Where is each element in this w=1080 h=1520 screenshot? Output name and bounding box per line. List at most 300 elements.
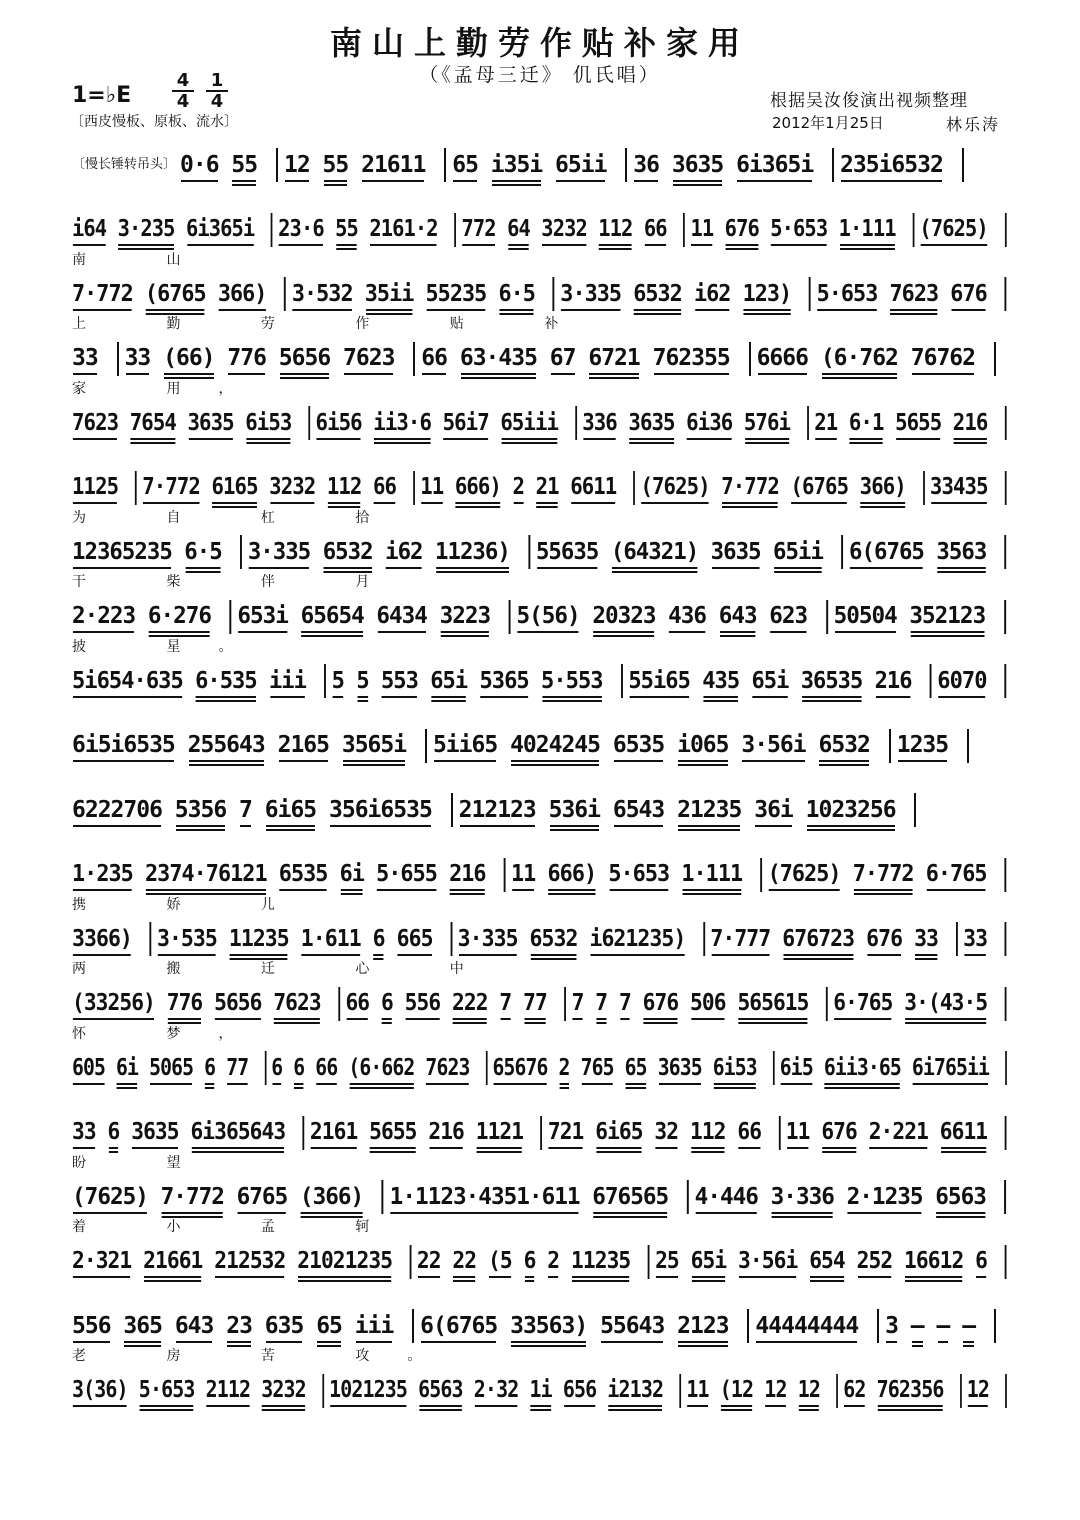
note-group: (6765	[790, 474, 849, 500]
note-group: —	[910, 1312, 924, 1339]
note-group: 436	[668, 603, 707, 629]
note-group: 3232	[269, 474, 316, 500]
note-group: 1·611	[300, 925, 361, 952]
note-group: 6563	[935, 1183, 986, 1210]
note-group: 7623	[72, 409, 119, 436]
note-group: 5·653	[770, 216, 828, 242]
note-group: 6i365i	[185, 216, 255, 242]
note-group: 6·765	[833, 990, 893, 1016]
bar-line	[1004, 406, 1006, 440]
note-group: 6666	[756, 345, 808, 371]
note-group: 6i	[339, 861, 364, 887]
note-group: 623	[769, 603, 808, 629]
score-subtitle: （《孟母三迁》 仉氏唱）	[419, 64, 661, 86]
bar-line	[444, 148, 446, 182]
bar-line	[930, 664, 932, 698]
note-group: 556	[72, 1312, 111, 1339]
bar-line	[135, 471, 137, 505]
note-group: 352123	[909, 603, 986, 629]
note-group: 66	[737, 1119, 762, 1145]
bar-line	[1005, 213, 1007, 247]
note-group: 216	[428, 1119, 464, 1145]
note-group: 7623	[273, 990, 321, 1016]
bar-line	[240, 535, 242, 569]
lyrics-line	[72, 1410, 1012, 1430]
note-group: 11	[690, 216, 714, 242]
bar-line	[338, 987, 340, 1021]
note-group: 6	[975, 1248, 988, 1274]
note-group: 506	[690, 990, 726, 1016]
note-group: 5·553	[541, 667, 603, 694]
note-group: 33435	[929, 474, 988, 500]
notation-line	[72, 987, 1012, 1017]
note-group: 76762	[910, 345, 976, 371]
note-group: 2·1235	[846, 1183, 923, 1210]
bar-line	[773, 1051, 775, 1085]
note-group: 776	[166, 990, 203, 1016]
lyrics-line: 着 小 孟 轲	[72, 1219, 408, 1235]
note-group: 216	[952, 409, 988, 436]
note-group: 1i	[529, 1377, 552, 1403]
notation-line	[72, 1116, 1012, 1146]
note-group: 666)	[547, 861, 597, 887]
bar-line	[454, 213, 456, 247]
note-group: 7·772	[142, 474, 200, 500]
note-group: 33	[124, 345, 151, 371]
note-group: 7·772	[852, 861, 914, 887]
note-group: 6i365643	[190, 1119, 286, 1145]
note-group: i065	[677, 732, 729, 758]
notation-line	[72, 406, 1012, 436]
note-group: 762355	[652, 345, 730, 371]
source-note: 根据吴汝俊演出视频整理	[770, 91, 968, 111]
note-group: 50504	[833, 603, 897, 629]
note-group: 65i	[430, 667, 468, 694]
notation-line	[72, 471, 1012, 501]
bar-line	[749, 342, 751, 376]
note-group: 33	[963, 925, 988, 952]
bar-line	[409, 1245, 411, 1279]
note-group: 6611	[939, 1119, 988, 1145]
bar-line	[889, 729, 891, 763]
lyrics-line: 为 自 杠 拾	[72, 509, 408, 526]
note-group: 3635	[131, 1119, 179, 1145]
bar-line	[877, 1309, 879, 1343]
note-group: 6i56	[315, 409, 362, 436]
lyrics-line: 老 房 苦 攻。	[72, 1348, 460, 1364]
bar-line	[747, 1309, 749, 1343]
note-group: (5	[487, 1248, 512, 1274]
note-group: 6	[293, 1054, 305, 1081]
notation-line	[72, 1309, 1002, 1339]
note-group: 643	[174, 1312, 214, 1339]
note-group: 3635	[710, 538, 761, 565]
note-group: 5·653	[816, 280, 878, 307]
note-group: 2	[547, 1248, 560, 1274]
bar-line	[117, 342, 119, 376]
note-group: 365	[123, 1312, 162, 1339]
note-group: 653i	[237, 603, 288, 629]
note-group: 3·336	[770, 1183, 834, 1210]
note-group: 3·(43·5	[904, 990, 988, 1016]
bar-line	[923, 471, 925, 505]
bar-line	[1005, 987, 1007, 1021]
note-group: 55643	[600, 1312, 665, 1339]
note-group: 6535	[612, 732, 665, 758]
note-group: 66	[421, 345, 447, 371]
note-group: 3·56i	[738, 1248, 798, 1274]
note-group: 2123	[677, 1312, 729, 1339]
note-group: iii	[354, 1312, 394, 1339]
note-group: 565615	[737, 990, 809, 1016]
note-group: 435	[702, 667, 740, 694]
bar-line	[687, 1180, 689, 1214]
bar-line	[826, 600, 828, 634]
note-group: 366)	[217, 280, 267, 307]
bar-line	[1005, 664, 1007, 698]
note-group: 20323	[592, 603, 656, 629]
note-group: 255643	[187, 732, 265, 758]
note-group: 65676	[492, 1054, 548, 1081]
note-group: 55	[322, 151, 349, 178]
note-group: 6434	[376, 603, 427, 629]
note-group: 21661	[143, 1248, 203, 1274]
note-group: 62	[843, 1377, 866, 1403]
note-group: 2·221	[868, 1119, 928, 1145]
note-group: 6535	[278, 861, 328, 887]
lyrics-line: 两 搬 迁 心 中	[72, 961, 502, 977]
note-group: 356i6535	[329, 796, 432, 823]
note-group: 63·435	[459, 345, 537, 371]
note-group: 1021235	[329, 1377, 407, 1403]
note-group: 252	[856, 1248, 893, 1274]
note-group: 6·1	[848, 409, 884, 436]
note-group: 6·5	[498, 280, 535, 307]
bar-line	[486, 1051, 488, 1085]
note-group: 6721	[588, 345, 640, 371]
note-group: 23	[226, 1312, 252, 1339]
note-group: 6ii3·65	[823, 1054, 901, 1081]
note-group: 64	[507, 216, 530, 242]
note-group: 6	[523, 1248, 536, 1274]
note-group: 666)	[454, 474, 501, 500]
note-group: (7625)	[72, 1183, 148, 1210]
note-group: 5i654·635	[72, 667, 183, 694]
bar-line	[960, 1374, 962, 1408]
note-group: (6·762	[820, 345, 898, 371]
note-group: 6i	[116, 1054, 139, 1081]
note-group: 6i765ii	[911, 1054, 990, 1081]
note-group: 66	[643, 216, 667, 242]
bar-line	[1004, 600, 1006, 634]
time-signature-4-4	[170, 72, 196, 110]
row-intro-label: 〔慢长锤转吊头〕	[72, 157, 177, 172]
note-group: —	[936, 1312, 950, 1339]
notation-line	[72, 342, 1002, 372]
note-group: 56i7	[442, 409, 489, 436]
bar-line	[503, 858, 505, 892]
note-group: 5065	[149, 1054, 194, 1081]
note-group: 1·111	[681, 861, 743, 887]
note-group: 7	[595, 990, 608, 1016]
bar-line	[912, 213, 914, 247]
bar-line	[540, 1116, 542, 1150]
note-group: 22	[416, 1248, 441, 1274]
bar-line	[683, 213, 685, 247]
lyrics-line: 南 山	[72, 251, 219, 268]
bar-line	[962, 148, 964, 182]
note-group: 1·111	[838, 216, 896, 242]
note-group: 21021235	[297, 1248, 393, 1274]
note-group: 3·532	[291, 280, 353, 307]
note-group: 605	[72, 1054, 106, 1081]
note-group: 7·772	[160, 1183, 224, 1210]
note-group: (366)	[299, 1183, 364, 1210]
note-group: 77	[226, 1054, 249, 1081]
note-group: 12	[797, 1377, 820, 1403]
bar-line	[303, 1116, 305, 1150]
meter-denominator: 4	[210, 91, 224, 112]
note-group: 3·235	[117, 216, 175, 242]
note-group: 5365	[479, 667, 529, 694]
note-group: 7654	[129, 409, 176, 436]
note-group: 3·56i	[741, 732, 806, 758]
note-group: 6i65	[595, 1119, 643, 1145]
note-group: 33	[72, 1119, 96, 1145]
bar-line	[832, 148, 834, 182]
note-group: 16612	[904, 1248, 964, 1274]
arranger: 林乐涛	[946, 115, 1001, 134]
note-group: 6765	[236, 1183, 288, 1210]
note-group: 11235	[571, 1248, 631, 1274]
bar-line	[956, 922, 958, 956]
note-group: 1023256	[805, 796, 896, 823]
note-group: 222	[452, 990, 488, 1016]
note-group: 2·223	[72, 603, 136, 629]
date: 2012年1月25日	[772, 114, 884, 132]
note-group: 5·653	[138, 1377, 195, 1403]
notation-line	[72, 1051, 1012, 1081]
bar-line	[322, 1374, 324, 1408]
bar-line	[1005, 471, 1007, 505]
bar-line	[324, 664, 326, 698]
note-group: 556	[404, 990, 441, 1016]
note-group: 33	[72, 345, 98, 371]
note-group: 3563	[936, 538, 987, 565]
bar-line	[264, 1051, 266, 1085]
bar-line	[1004, 858, 1006, 892]
bar-line	[994, 342, 996, 376]
note-group: i2132	[607, 1377, 664, 1403]
note-group: (66)	[163, 345, 215, 371]
note-group: 7	[239, 796, 252, 823]
note-group: 11	[686, 1377, 709, 1403]
lyrics-line: 盼 望	[72, 1154, 219, 1171]
note-group: 3·335	[560, 280, 622, 307]
note-group: 7	[571, 990, 584, 1016]
bar-line	[284, 277, 286, 311]
notation-line	[72, 148, 970, 178]
note-group: 6165	[211, 474, 258, 500]
note-group: 1·235	[72, 861, 133, 887]
time-signature-1-4	[204, 72, 230, 110]
note-group: 3635	[187, 409, 234, 436]
lyrics-line: 携 娇 儿	[72, 896, 313, 913]
note-group: 65iii	[500, 409, 559, 436]
note-group: 6563	[418, 1377, 463, 1403]
note-group: 35ii	[364, 280, 414, 307]
note-group: 6	[204, 1054, 216, 1081]
note-group: 6	[107, 1119, 120, 1145]
note-group: 55i65	[628, 667, 690, 694]
bar-line	[778, 1116, 780, 1150]
note-group: iii	[268, 667, 306, 694]
note-group: 1235	[896, 732, 949, 758]
note-group: 11	[785, 1119, 810, 1145]
note-group: 5655	[369, 1119, 417, 1145]
note-group: 5·655	[376, 861, 437, 887]
note-group: 25	[655, 1248, 679, 1274]
note-group: 6(6765	[849, 538, 924, 565]
bar-line	[809, 277, 811, 311]
note-group: 676723	[782, 925, 855, 952]
lyrics-line: 披 星。	[72, 638, 271, 655]
note-group: 772	[461, 216, 496, 242]
note-group: 66	[373, 474, 397, 500]
bar-line	[230, 600, 232, 634]
meter-numerator: 4	[176, 70, 190, 91]
note-group: i621235)	[589, 925, 686, 952]
note-group: ii3·6	[373, 409, 432, 436]
note-group: 36	[633, 151, 659, 178]
note-group: 6	[271, 1054, 283, 1081]
note-group: 3·535	[156, 925, 217, 952]
note-group: 654	[809, 1248, 845, 1274]
note-group: 553	[380, 667, 418, 694]
note-group: 3366)	[72, 925, 132, 952]
bar-line	[836, 1374, 838, 1408]
note-group: 6·535	[195, 667, 257, 694]
note-group: 3232	[261, 1377, 306, 1403]
note-group: 676	[821, 1119, 857, 1145]
note-group: 3(36)	[72, 1377, 128, 1403]
notation-line	[72, 664, 1012, 694]
note-group: 44444444	[755, 1312, 859, 1339]
note-group: 33563)	[510, 1312, 588, 1339]
note-group: 6	[372, 925, 385, 952]
note-group: 3635	[657, 1054, 702, 1081]
note-group: 12	[966, 1377, 990, 1403]
bar-line	[553, 277, 555, 311]
bar-line	[308, 406, 310, 440]
notation-line	[72, 213, 1012, 243]
note-group: i35i	[490, 151, 543, 178]
note-group: 2161·2	[369, 216, 438, 242]
note-group: 3232	[541, 216, 587, 242]
note-group: 11	[511, 861, 536, 887]
note-group: 5655	[895, 409, 942, 436]
note-group: 676	[950, 280, 987, 307]
note-group: 3223	[439, 603, 491, 629]
bar-line	[509, 600, 511, 634]
note-group: 36535	[800, 667, 863, 694]
note-group: 3635	[628, 409, 675, 436]
note-group: 643	[718, 603, 757, 629]
note-group: 1121	[475, 1119, 524, 1145]
bar-line	[575, 406, 577, 440]
tempo-marking: 〔西皮慢板、原板、流水〕	[70, 114, 238, 130]
note-group: 123)	[742, 280, 792, 307]
lyrics-line	[72, 829, 1012, 849]
note-group: (7625)	[640, 474, 710, 500]
note-group: 762356	[876, 1377, 944, 1403]
note-group: 5ii65	[432, 732, 498, 758]
note-group: 6532	[633, 280, 682, 307]
bar-line	[271, 213, 273, 247]
bar-line	[967, 729, 969, 763]
bar-line	[1005, 1374, 1007, 1408]
bar-line	[914, 793, 916, 827]
note-group: 65654	[300, 603, 364, 629]
key-signature: 1=♭E	[72, 83, 132, 108]
note-group: 6i65	[264, 796, 317, 823]
note-group: 22	[452, 1248, 477, 1274]
score-title: 南山上勤劳作贴补家用	[329, 24, 750, 62]
bar-line	[451, 793, 453, 827]
bar-line	[1005, 1116, 1007, 1150]
note-group: 55	[335, 216, 358, 242]
note-group: 12	[283, 151, 310, 178]
note-group: 112	[326, 474, 362, 500]
lyrics-line	[72, 765, 1012, 785]
bar-line	[382, 1180, 384, 1214]
bar-line	[564, 987, 566, 1021]
note-group: i62	[385, 538, 423, 565]
note-group: 21	[535, 474, 559, 500]
note-group: 676	[866, 925, 903, 952]
bar-line	[1004, 1180, 1006, 1214]
bar-line	[625, 148, 627, 182]
bar-line	[1005, 922, 1007, 956]
bar-line	[412, 1309, 414, 1343]
note-group: 216	[874, 667, 912, 694]
note-group: 536i	[548, 796, 600, 823]
note-group: 7623	[343, 345, 395, 371]
note-group: 665	[396, 925, 433, 952]
note-group: 0·6	[180, 151, 219, 178]
lyrics-line: 家 用，	[72, 380, 271, 397]
note-group: 765	[580, 1054, 614, 1081]
note-group: 6	[380, 990, 393, 1016]
note-group: 6·276	[147, 603, 211, 629]
note-group: 33	[914, 925, 939, 952]
lyrics-line	[72, 1087, 1012, 1107]
bar-line	[621, 664, 623, 698]
note-group: 216	[449, 861, 486, 887]
note-group: 3·335	[457, 925, 518, 952]
note-group: 65	[316, 1312, 342, 1339]
note-group: 1125	[72, 474, 119, 500]
note-group: i64	[72, 216, 107, 242]
note-group: 6(6765	[420, 1312, 498, 1339]
note-group: 6070	[937, 667, 987, 694]
note-group: 6i53	[712, 1054, 757, 1081]
note-group: 6611	[570, 474, 617, 500]
note-group: 2·32	[473, 1377, 519, 1403]
bar-line	[841, 535, 843, 569]
note-group: 2161	[309, 1119, 358, 1145]
note-group: 21235	[677, 796, 742, 823]
